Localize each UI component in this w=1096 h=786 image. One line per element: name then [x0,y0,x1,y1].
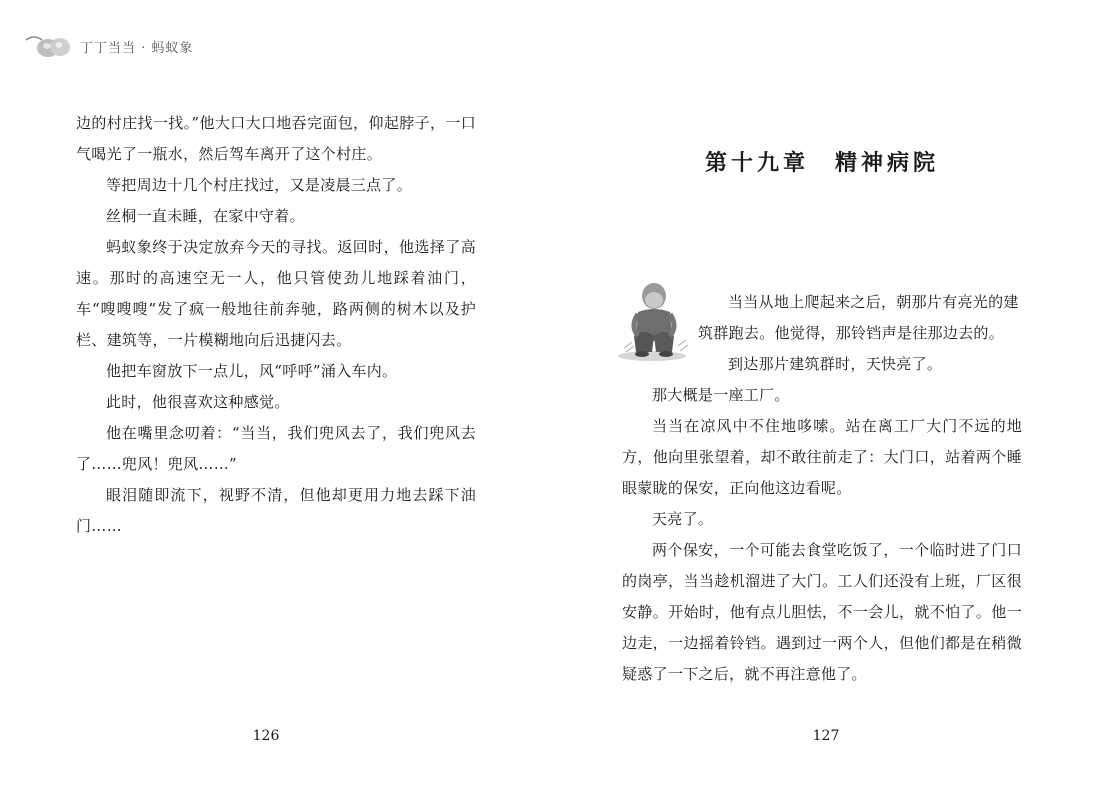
wrapped-line: 到达那片建筑群时，天快亮了。 [728,355,943,373]
paragraph: 他在嘴里念叨着：“当当，我们兜风去了，我们兜风去了……兜风！兜风……” [76,424,476,473]
paragraph: 两个保安，一个可能去食堂吃饭了，一个临时进了门口的岗亭，当当趁机溜进了大门。工人们还没有上班，厂区很安静。开始时，他有点儿胆怯，不一会儿，就不怕了。他一边走，一边摇着铃铛。遇到过一两个人，但他们都是在稍微疑惑了一下之后，就不再注意他了。 [622,541,1022,683]
paragraph: 眼泪随即流下，视野不清，但他却更用力地去踩下油门…… [76,486,476,535]
paragraph: 等把周边十几个村庄找过，又是凌晨三点了。 [106,176,413,194]
right-page-text [622,287,1022,690]
left-page-text [76,108,476,542]
chapter-title: 第十九章 精神病院 [704,150,939,176]
right-page [548,0,1096,786]
series-title: 丁丁当当 · 蚂蚁象 [80,40,194,56]
paragraph: 天亮了。 [652,510,714,528]
paragraph: 丝桐一直未睡，在家中守着。 [106,207,305,225]
paragraph: 边的村庄找一找。”他大口大口地吞完面包，仰起脖子，一口气喝光了一瓶水，然后驾车离开了这个村庄。 [76,114,476,163]
paragraph: 当当在凉风中不住地哆嗦。站在离工厂大门不远的地方，他向里张望着，却不敢往前走了：大门口，站着两个睡眼蒙眬的保安，正向他这边看呢。 [622,417,1022,497]
paragraph: 此时，他很喜欢这种感觉。 [106,393,290,411]
paragraph: 他把车窗放下一点儿，风“呼呼”涌入车内。 [106,362,398,380]
paragraph: 蚂蚁象终于决定放弃今天的寻找。返回时，他选择了高速。那时的高速空无一人，他只管使劲儿地踩着油门，车“嗖嗖嗖”发了疯一般地往前奔驰，路两侧的树木以及护栏、建筑等，一片模糊地向后迅捷闪去。 [76,238,476,349]
page-number: 127 [812,728,840,744]
wrapped-line: 筑群跑去。他觉得，那铃铛声是往那边去的。 [698,324,1005,342]
paragraph: 那大概是一座工厂。 [652,386,790,404]
page-number: 126 [252,728,280,744]
wrapped-line: 当当从地上爬起来之后，朝那片有亮光的建 [728,293,1019,311]
